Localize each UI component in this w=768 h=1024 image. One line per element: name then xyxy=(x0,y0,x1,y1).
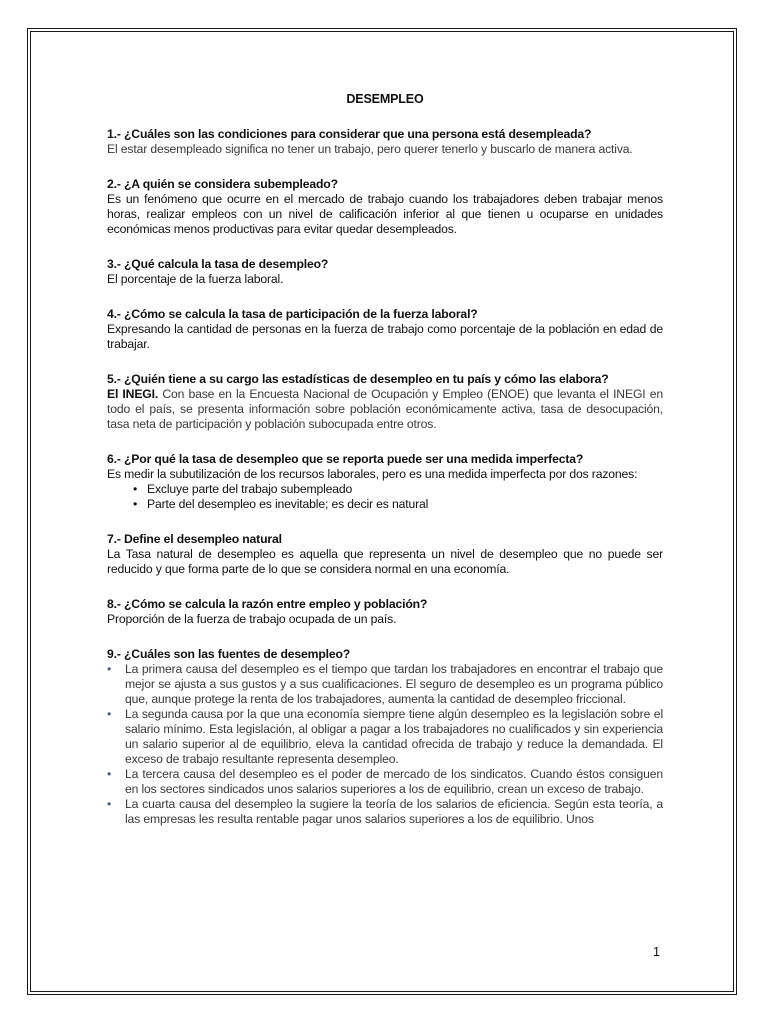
answer-text: Es un fenómeno que ocurre en el mercado de trabajo cuando los trabajadores deben trabajar menos horas, realizar empleos con un nivel de calificación inferior al que tienen u ocuparse en unidades económicas menos productivas para evitar quedar desempleados. xyxy=(107,192,663,236)
answer-text: Proporción de la fuerza de trabajo ocupada de un país. xyxy=(107,612,397,626)
list-item-text: Excluye parte del trabajo subempleado xyxy=(147,482,353,496)
bullet-list xyxy=(107,482,663,512)
question-block-4 xyxy=(107,307,663,352)
list-item xyxy=(107,797,663,827)
question-block-5 xyxy=(107,372,663,432)
question-heading: 1.- ¿Cuáles son las condiciones para considerar que una persona está desempleada? xyxy=(107,127,592,141)
bullet-icon: • xyxy=(107,797,112,811)
page-title: DESEMPLEO xyxy=(346,92,424,106)
answer-lead: El INEGI. xyxy=(107,387,159,401)
question-heading: 9.- ¿Cuáles son las fuentes de desempleo? xyxy=(107,647,351,661)
question-heading: 8.- ¿Cómo se calcula la razón entre empleo y población? xyxy=(107,597,428,611)
bullet-icon: • xyxy=(107,662,112,676)
question-block-1 xyxy=(107,127,663,157)
question-block-7 xyxy=(107,532,663,577)
list-item-text: La primera causa del desempleo es el tiempo que tardan los trabajadores en encontrar el trabajo que mejor se ajusta a sus gustos y a sus cualificaciones. El seguro de desempleo es un programa público que, aunque protege la renta de los trabajadores, aumenta la cantidad de desempleo friccional. xyxy=(125,662,663,706)
bullet-icon: • xyxy=(107,767,112,781)
question-block-8 xyxy=(107,597,663,627)
bullet-list xyxy=(107,662,663,827)
question-block-2 xyxy=(107,177,663,237)
list-item xyxy=(133,497,663,512)
list-item-text: La segunda causa por la que una economía siempre tiene algún desempleo es la legislación sobre el salario mínimo. Esta legislación, al obligar a pagar a los trabajadores no cualificados y sin experiencia un salario superior al de equilibrio, eleva la cantidad ofrecida de trabajo y reduce la demandada. El exceso de trabajo resultante representa desempleo. xyxy=(125,707,663,766)
question-block-9 xyxy=(107,647,663,827)
list-item-text: La tercera causa del desempleo es el poder de mercado de los sindicatos. Cuando éstos consiguen en los sectores sindicados unos salarios superiores a los de equilibrio, crean un exceso de trabajo. xyxy=(125,767,663,796)
question-heading: 2.- ¿A quién se considera subempleado? xyxy=(107,177,338,191)
page-number: 1 xyxy=(653,945,660,959)
answer-text: El porcentaje de la fuerza laboral. xyxy=(107,272,284,286)
answer-text: Es medir la subutilización de los recursos laborales, pero es una medida imperfecta por dos razones: xyxy=(107,467,638,481)
question-heading: 4.- ¿Cómo se calcula la tasa de participación de la fuerza laboral? xyxy=(107,307,478,321)
question-heading: 5.- ¿Quién tiene a su cargo las estadísticas de desempleo en tu país y cómo las elabora? xyxy=(107,372,609,386)
answer-text: El estar desempleado significa no tener un trabajo, pero querer tenerlo y buscarlo de manera activa. xyxy=(107,142,633,156)
question-heading: 7.- Define el desempleo natural xyxy=(107,532,282,546)
question-heading: 6.- ¿Por qué la tasa de desempleo que se reporta puede ser una medida imperfecta? xyxy=(107,452,584,466)
bullet-icon: • xyxy=(133,482,138,496)
question-block-3 xyxy=(107,257,663,287)
bullet-icon: • xyxy=(107,707,112,721)
answer-text xyxy=(107,387,663,432)
list-item xyxy=(133,482,663,497)
question-block-6 xyxy=(107,452,663,512)
list-item xyxy=(107,767,663,797)
list-item-text: La cuarta causa del desempleo la sugiere la teoría de los salarios de eficiencia. Según esta teoría, a las empresas les resulta rentable pagar unos salarios superiores a los de equilibrio. Unos xyxy=(125,797,663,826)
document-body xyxy=(107,92,663,847)
list-item-text: Parte del desempleo es inevitable; es decir es natural xyxy=(147,497,429,511)
question-heading: 3.- ¿Qué calcula la tasa de desempleo? xyxy=(107,257,329,271)
answer-rest: Con base en la Encuesta Nacional de Ocupación y Empleo (ENOE) que levanta el INEGI en todo el país, se presenta información sobre población económicamente activa, tasa de desocupación, tasa neta de participación y población subocupada entre otros. xyxy=(107,387,663,431)
answer-text: La Tasa natural de desempleo es aquella que representa un nivel de desempleo que no puede ser reducido y que forma parte de lo que se considera normal en una economía. xyxy=(107,547,663,576)
list-item xyxy=(107,707,663,767)
list-item xyxy=(107,662,663,707)
answer-text: Expresando la cantidad de personas en la fuerza de trabajo como porcentaje de la población en edad de trabajar. xyxy=(107,322,663,351)
bullet-icon: • xyxy=(133,497,138,511)
